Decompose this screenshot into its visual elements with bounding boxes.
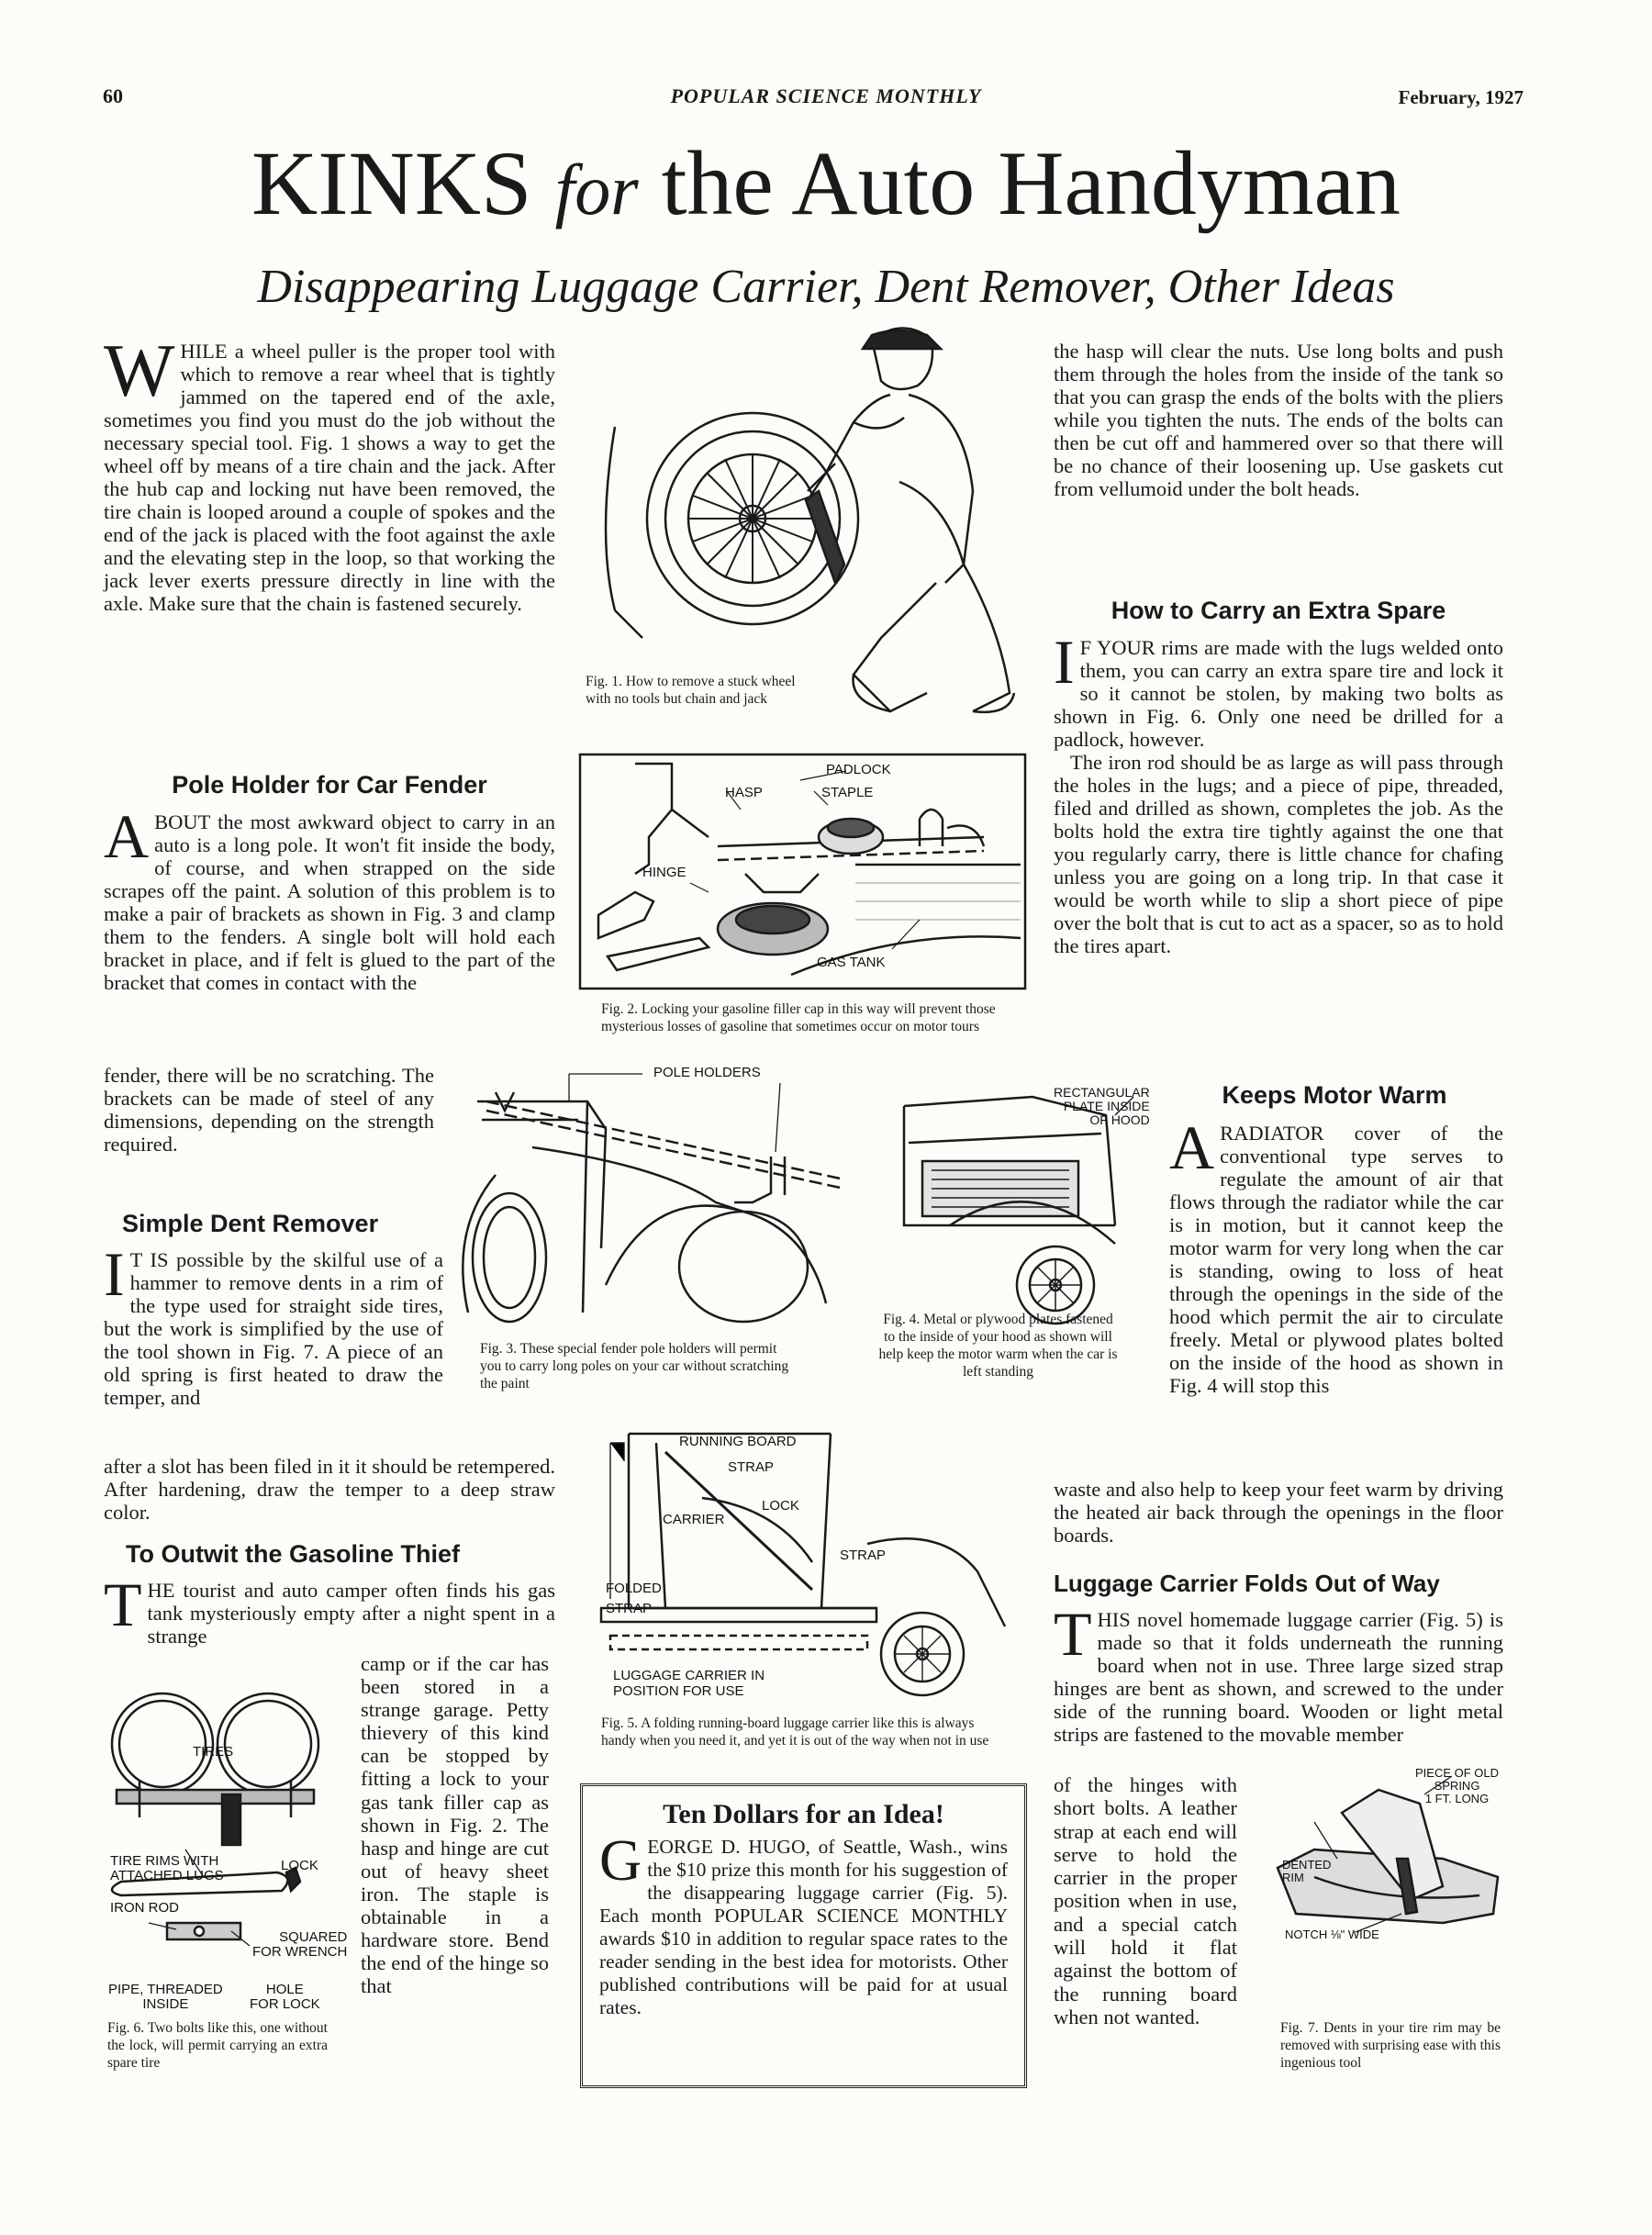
motor-warm-article-a <box>1169 1112 1503 1397</box>
extra-spare-heading: How to Carry an Extra Spare <box>1111 597 1446 624</box>
luggage-article-a <box>1054 1599 1503 1746</box>
pole-holder-article-b <box>104 1064 434 1156</box>
fig5-label-lock: LOCK <box>762 1498 799 1514</box>
issue-date: February, 1927 <box>1398 86 1524 108</box>
fig6-label-rims-line1: TIRE RIMS WITH <box>110 1853 219 1869</box>
fig5-illustration <box>592 1425 1014 1700</box>
pole-holder-article-a <box>104 801 555 994</box>
fig5-label-running-board: RUNNING BOARD <box>679 1434 797 1449</box>
fig7-label-spring-line1: PIECE OF OLD <box>1415 1766 1500 1780</box>
fig7-label-spring-line3: 1 FT. LONG <box>1424 1792 1490 1805</box>
fig2-label-padlock: PADLOCK <box>826 762 891 777</box>
title-kinks: KINKS <box>251 132 532 234</box>
fig4-label-line2: PLATE INSIDE <box>1063 1099 1150 1113</box>
fig5-label-strap-1: STRAP <box>728 1459 775 1475</box>
prize-box-title: Ten Dollars for an Idea! <box>663 1799 944 1829</box>
fig2-label-hinge: HINGE <box>642 865 686 880</box>
extra-spare-text-2: The iron rod should be as large as will pass through the holes in the lugs; and a piece of pipe, threaded, filed and drilled as shown, completes the job. As the bolts hold the extra tire tightly against the one that you regularly carry, there is little chance for chafing unless you are going on a long trip. In that case it would be worth while to slip a short piece of pipe over the bolt that is cut to act as a spacer, so as to hold the tires apart. <box>1054 751 1503 957</box>
prize-box-dropcap: G <box>599 1827 642 1893</box>
fig2-label-hasp: HASP <box>725 785 763 800</box>
fig3-illustration <box>441 1065 890 1326</box>
dent-remover-article-a <box>104 1239 443 1409</box>
title-for: for <box>554 150 639 229</box>
dent-remover-text-b: after a slot has been filed in it it should be retempered. After hardening, draw the temper to a deep straw color. <box>104 1455 555 1524</box>
dent-remover-article-b <box>104 1455 555 1524</box>
fig6-label-rims-line2: ATTACHED LUGS <box>110 1868 224 1883</box>
title-rest: the Auto Handyman <box>661 132 1401 234</box>
motor-warm-article-b <box>1054 1478 1503 1547</box>
fig6-label-pipe-line2: INSIDE <box>142 1996 189 2012</box>
fig6-label-rims <box>110 1854 224 1883</box>
prize-box <box>580 1783 1027 2088</box>
pole-holder-text-a: BOUT the most awkward object to carry in an auto is a long pole. It won't fit inside the body, of course, and when strapped on the side scrapes off the paint. A solution of this problem is to make a pair of brackets as shown in Fig. 3 and clamp them to the fenders. A single bolt will hold each bracket in place, and if felt is glued to the part of the bracket that comes in contact with the <box>104 810 555 994</box>
gasoline-thief-article-a <box>104 1570 555 1648</box>
fig5-label-folded: FOLDED <box>606 1581 662 1596</box>
fig6-label-squared-line1: SQUARED <box>279 1929 348 1945</box>
extra-spare-dropcap: I <box>1054 627 1075 697</box>
prize-box-body <box>599 1827 1008 2019</box>
fig7-label-spring-line2: SPRING <box>1434 1779 1480 1793</box>
fig6-label-hole-line2: FOR LOCK <box>250 1996 320 2012</box>
fig6-label-iron-rod: IRON ROD <box>110 1900 179 1916</box>
gasoline-thief-heading: To Outwit the Gasoline Thief <box>126 1540 460 1568</box>
motor-warm-text-a: RADIATOR cover of the conventional type serves to regulate the amount of air that flows through the radiator while the car is in motion, but it cannot keep the motor warm for very long when the car is standing, owing to loss of heat through the openings in the side of the hood which permit the air to circulate freely. Metal or plywood plates bolted on the inside of the hood as shown in Fig. 4 will stop this <box>1169 1122 1503 1397</box>
fig1-caption: Fig. 1. How to remove a stuck wheel with no tools but chain and jack <box>586 674 796 707</box>
prize-box-text: EORGE D. HUGO, of Seattle, Wash., wins the $10 prize this month for his suggestion of the disappearing luggage carrier (Fig. 5). Each month POPULAR SCIENCE MONTHLY awards $10 in addition to regular space rates to the reader sending in the best idea for motorists. Other published contributions will be paid for at usual rates. <box>599 1836 1008 2018</box>
fig5-label-strap-3: STRAP <box>606 1601 653 1616</box>
luggage-text-b: of the hinges with short bolts. A leather strap at each end will serve to hold the carrier in the proper position when in use, and a special catch will hold it flat against the bottom of the running board when not wanted. <box>1054 1773 1237 2028</box>
page-title <box>0 132 1652 234</box>
fig4-label-line3: OF HOOD <box>1089 1112 1150 1127</box>
intro-text: HILE a wheel puller is the proper tool with which to remove a rear wheel that is tightly jammed on the tapered end of the axle, sometimes you find you must do the job without the necessary special tool. Fig. 1 shows a way to get the wheel off by means of a tire chain and the jack. After the hub cap and locking nut have been removed, the tire chain is looped around a couple of spokes and the end of the jack is placed with the foot against the axle and the elevating step in the loop, so that working the jack lever exerts pressure directly in line with the axle. Make sure that the chain is fastened securely. <box>104 340 555 615</box>
fig7-label-dented-line2: RIM <box>1282 1871 1304 1884</box>
gasoline-thief-text-b: camp or if the car has been stored in a strange garage. Petty thievery of this kind can be stopped by fitting a lock to your gas tank filler cap as shown in Fig. 2. The hasp and hinge are cut out of heavy sheet iron. The staple is obtainable in a hardware store. Bend the end of the hinge so that <box>361 1652 549 1998</box>
fig6-label-pipe-line1: PIPE, THREADED <box>108 1982 223 1997</box>
gasoline-thief-text-a: HE tourist and auto camper often finds his gas tank mysteriously empty after a night spent in a strange <box>147 1579 555 1648</box>
fig2-label-gas-tank: GAS TANK <box>817 955 886 970</box>
right-top-text: the hasp will clear the nuts. Use long bolts and push them through the holes from the inside of the tank so that you can grasp the ends of the bolts with the pliers while you tighten the nuts. The ends of the bolts can then be cut off and hammered over so that there will be no chance of their loosening up. Use gaskets cut from vellumoid under the bolt heads. <box>1054 340 1503 500</box>
fig4-caption: Fig. 4. Metal or plywood plates fastened to the inside of your hood as shown will help keep the motor warm when the car is left standing <box>878 1312 1118 1380</box>
gasoline-thief-continued <box>1054 340 1503 500</box>
dent-remover-text-a: T IS possible by the skilful use of a hammer to remove dents in a rim of the type used for straight side tires, but the work is simplified by the use of the tool shown in Fig. 7. A piece of an old spring is first heated to draw the temper, and <box>104 1248 443 1409</box>
fig7-caption: Fig. 7. Dents in your tire rim may be removed with surprising ease with this ingenious tool <box>1280 2020 1501 2071</box>
fig3-label-pole-holders: POLE HOLDERS <box>653 1065 761 1080</box>
extra-spare-article <box>1054 627 1503 957</box>
fig2-caption: Fig. 2. Locking your gasoline filler cap in this way will prevent those mysterious losses of gasoline that sometimes occur on motor tours <box>601 1001 996 1034</box>
fig6-label-squared <box>252 1930 347 1960</box>
fig5-label-position-line2: POSITION FOR USE <box>613 1683 744 1699</box>
luggage-dropcap: T <box>1054 1599 1092 1669</box>
pole-holder-heading: Pole Holder for Car Fender <box>172 771 487 799</box>
fig6-label-lock: LOCK <box>281 1858 318 1873</box>
fig6-label-hole <box>250 1983 320 2012</box>
fig4-label-line1: RECTANGULAR <box>1054 1085 1150 1100</box>
motor-warm-dropcap: A <box>1169 1112 1215 1182</box>
fig5-caption: Fig. 5. A folding running-board luggage carrier like this is always handy when you need it, and yet it is out of the way when not in use <box>601 1715 989 1749</box>
page-number: 60 <box>103 84 123 107</box>
pole-holder-text-b: fender, there will be no scratching. The brackets can be made of steel of any dimensions, depending on the strength required. <box>104 1064 434 1156</box>
fig7-label-spring <box>1415 1767 1499 1805</box>
intro-article <box>104 329 555 615</box>
luggage-heading: Luggage Carrier Folds Out of Way <box>1054 1570 1440 1597</box>
fig5-label-carrier: CARRIER <box>663 1512 725 1527</box>
pole-holder-dropcap: A <box>104 801 150 871</box>
page-subtitle: Disappearing Luggage Carrier, Dent Remover, Other Ideas <box>257 261 1395 313</box>
fig2-label-staple: STAPLE <box>821 785 874 800</box>
fig5-label-position <box>613 1668 765 1699</box>
gasoline-thief-article-b <box>361 1652 549 1997</box>
dent-remover-heading: Simple Dent Remover <box>122 1210 379 1237</box>
running-head: POPULAR SCIENCE MONTHLY <box>670 84 982 107</box>
fig6-label-tires: TIRES <box>193 1744 234 1760</box>
fig6-label-pipe <box>108 1983 223 2012</box>
fig6-caption: Fig. 6. Two bolts like this, one without the lock, will permit carrying an extra spare tire <box>107 2020 328 2071</box>
fig3-caption: Fig. 3. These special fender pole holders will permit you to carry long poles on your car without scratching the paint <box>480 1341 789 1391</box>
luggage-text-a: HIS novel homemade luggage carrier (Fig. 5) is made so that it folds underneath the running board when not in use. Three large sized strap hinges are bent as shown, and screwed to the under side of the running board. Wooden or light metal strips are fastened to the movable member <box>1054 1608 1503 1746</box>
motor-warm-heading: Keeps Motor Warm <box>1222 1081 1447 1109</box>
fig6-label-hole-line1: HOLE <box>265 1982 304 1997</box>
luggage-article-b <box>1054 1773 1237 2028</box>
gasoline-thief-dropcap: T <box>104 1570 142 1639</box>
fig6-label-squared-line2: FOR WRENCH <box>252 1944 348 1960</box>
fig5-label-strap-2: STRAP <box>840 1548 887 1563</box>
fig1-illustration <box>578 307 1055 725</box>
intro-dropcap: W <box>104 329 175 412</box>
motor-warm-text-b: waste and also help to keep your feet warm by driving the heated air back through the openings in the floor boards. <box>1054 1478 1503 1547</box>
fig4-label <box>1054 1086 1150 1127</box>
fig5-label-position-line1: LUGGAGE CARRIER IN <box>613 1668 765 1683</box>
dent-remover-dropcap: I <box>104 1239 125 1309</box>
fig7-label-dented-line1: DENTED <box>1282 1858 1332 1872</box>
extra-spare-text: F YOUR rims are made with the lugs welded onto them, you can carry an extra spare tire and lock it so it cannot be stolen, by making two bolts as shown in Fig. 6. Only one need be drilled for a padlock, however. <box>1054 636 1503 751</box>
fig7-label-notch: NOTCH ⅛" WIDE <box>1285 1928 1379 1941</box>
fig7-label-dented <box>1282 1859 1331 1884</box>
